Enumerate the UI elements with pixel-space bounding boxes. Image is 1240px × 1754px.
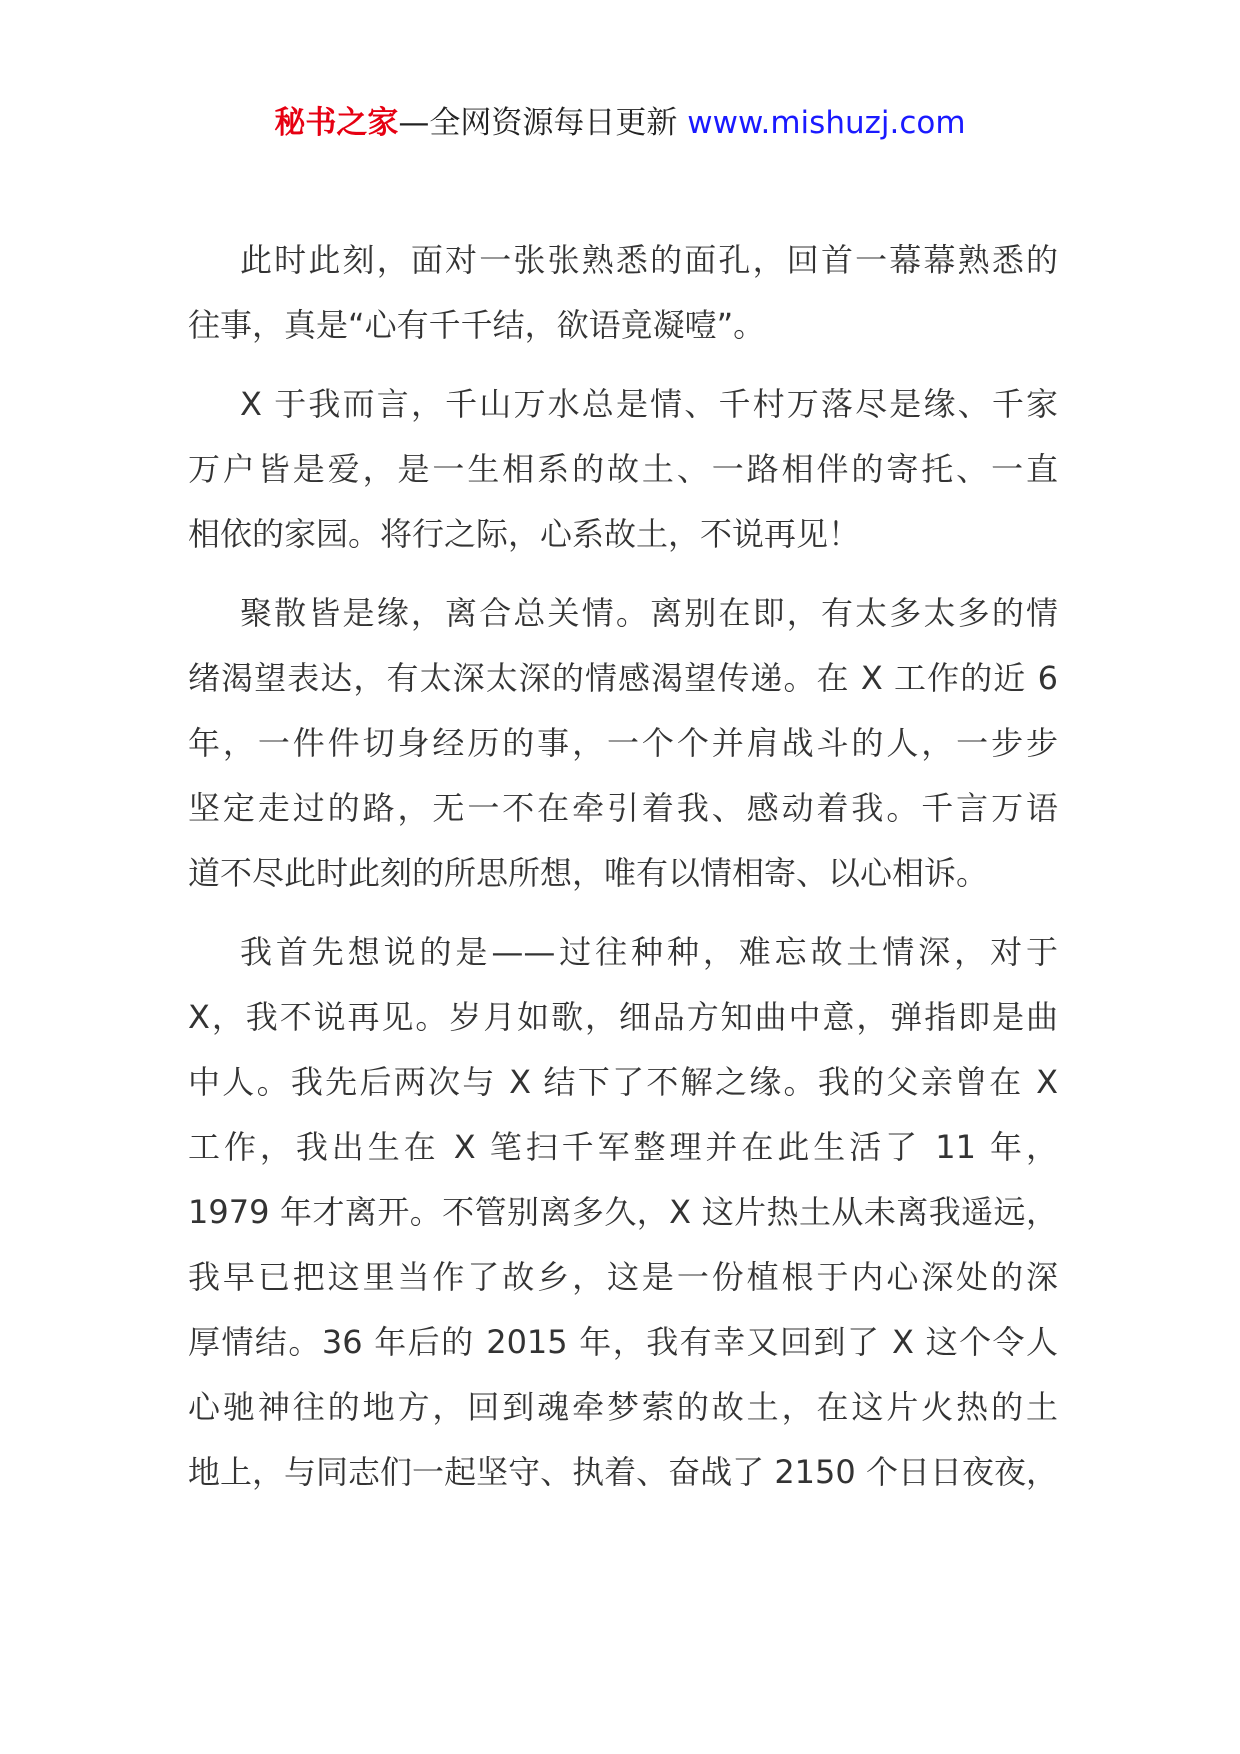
text-line: 年，一件件切身经历的事，一个个并肩战斗的人，一步步 [188,724,1058,762]
site-url-link[interactable]: www.mishuzj.com [687,105,966,141]
paragraph-4 [188,920,1058,1505]
text-line: 心驰神往的地方，回到魂牵梦萦的故土，在这片火热的土 [188,1388,1058,1426]
text-line: 万户皆是爱，是一生相系的故土、一路相伴的寄托、一直 [188,450,1058,488]
text-line: X 于我而言，千山万水总是情、千村万落尽是缘、千家 [240,385,1058,423]
text-line: 往事，真是“心有千千结，欲语竟凝噎”。 [188,306,766,344]
text-line: 我首先想说的是——过往种种，难忘故土情深，对于 [240,933,1058,971]
text-line: 1979 年才离开。不管别离多久，X 这片热土从未离我遥远， [188,1193,1058,1231]
text-line: 聚散皆是缘，离合总关情。离别在即，有太多太多的情 [240,594,1058,632]
text-line: 相依的家园。将行之际，心系故土，不说再见！ [188,515,861,553]
text-line: 地上，与同志们一起坚守、执着、奋战了 2150 个日日夜夜， [188,1453,1058,1491]
brand-name: 秘书之家 [274,105,399,141]
header-tagline: —全网资源每日更新 [398,105,688,141]
paragraph-3 [188,581,1058,906]
text-line: 我早已把这里当作了故乡，这是一份植根于内心深处的深 [188,1258,1058,1296]
text-line: 此时此刻，面对一张张熟悉的面孔，回首一幕幕熟悉的 [240,241,1058,279]
text-line: 道不尽此时此刻的所思所想，唯有以情相寄、以心相诉。 [188,854,989,892]
document-body [188,228,1058,1519]
text-line: X，我不说再见。岁月如歌，细品方知曲中意，弹指即是曲 [188,998,1058,1036]
paragraph-2 [188,372,1058,567]
text-line: 坚定走过的路，无一不在牵引着我、感动着我。千言万语 [188,789,1058,827]
text-line: 厚情结。36 年后的 2015 年，我有幸又回到了 X 这个令人 [188,1323,1058,1361]
text-line: 工作，我出生在 X 笔扫千军整理并在此生活了 11 年， [188,1128,1058,1166]
text-line: 绪渴望表达，有太深太深的情感渴望传递。在 X 工作的近 6 [188,659,1058,697]
paragraph-1 [188,228,1058,358]
text-line: 中人。我先后两次与 X 结下了不解之缘。我的父亲曾在 X [188,1063,1058,1101]
page-header [0,98,1240,148]
